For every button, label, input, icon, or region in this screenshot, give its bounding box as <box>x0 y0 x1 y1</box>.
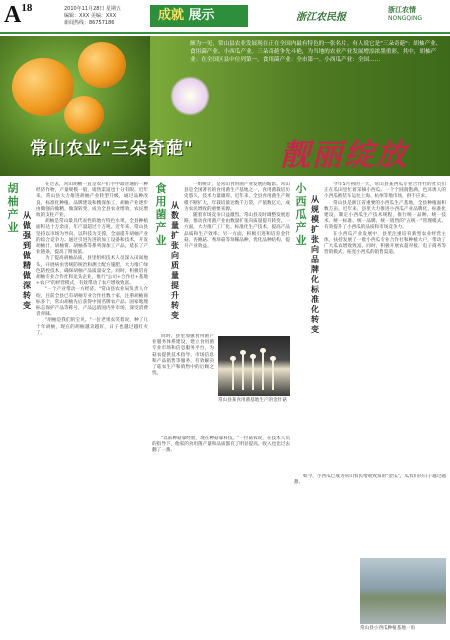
newspaper-logo: 浙江农民报 <box>296 12 346 23</box>
issue-date: 2010年11月28日 星期五 <box>64 6 122 12</box>
edition-label <box>388 6 422 23</box>
decorative-title: 靓丽绽放 <box>280 138 408 173</box>
article-huyou <box>36 182 148 634</box>
section-subtitle-huyou: 从做强到做精做深转变 <box>23 210 31 310</box>
paragraph: 常山县是浙江省重要的小西瓜生产基地，全县种植面积数万亩。近年来，县里大力推进小西瓜产业品牌化、标准化建设，制定小西瓜生产技术规程，推行统一品种、统一技术、统一标准、统一品牌、统一销售的"五统一"管理模式，有效提升了小西瓜的品质和市场竞争力。 <box>324 200 446 231</box>
section-label-mushroom: 食用菌产业 <box>155 182 167 247</box>
section-label-watermelon: 小西瓜产业 <box>295 182 307 247</box>
issue-editors: 编辑：XXX 美编：XXX <box>64 13 117 19</box>
section-label-huyou: 胡柚产业 <box>7 182 19 234</box>
section-subtitle-mushroom: 从数量扩张向质量提升转变 <box>171 200 179 320</box>
paragraph: "胡柚是我们的宝贝。"一位老果农笑着说，种了几十年胡柚，现在的胡柚越卖越好，日子也越过越红火了。 <box>36 318 148 336</box>
mushroom-photo <box>218 336 290 396</box>
banner-flower <box>170 76 210 116</box>
paragraph: 在小西瓜产业发展中，县里注重培育新型农业经营主体，扶持发展了一批小西瓜专业合作社和种植大户，带动了广大瓜农增收致富。同时，积极开展农超对接、电子商务等营销模式，拓宽小西瓜的销售渠道。 <box>324 231 446 256</box>
watermelon-photo <box>360 558 446 624</box>
issue-hotline: 新闻热线：86757186 <box>64 20 115 26</box>
edition-sub: NONGQING <box>388 15 422 22</box>
article-watermelon <box>324 182 446 472</box>
paragraph: "一个产业带动一方经济。"常山县农业局负责人介绍，目前全县已有胡柚专业合作社数十家，注册胡柚商标多个，常山胡柚先后获得中国名牌农产品、国家地理标志保护产品等称号，产品远销国内外市场，深受消费者青睐。 <box>36 287 148 318</box>
paragraph: 在过去，常山胡柚一直是农户们手中最普通的一种经济作物，产量规模一般，销售渠道也十分有限。近年来，常山县大力推进胡柚产业转型升级，通过品种改良、标准化种植、品牌建设和精深加工，胡柚产业逐步由做强向做精、做深转变，成为全县农业增效、农民增收的支柱产业。 <box>36 182 148 219</box>
paragraph: 如今，小西瓜已成为常山农民增收致富的"金瓜"，瓜农们的日子越过越甜。 <box>294 474 446 486</box>
main-headline: 常山农业"三朵奇葩" <box>30 139 194 159</box>
article-mushroom-top <box>184 182 290 332</box>
section-tag-a: 成就 <box>158 8 185 23</box>
article-mushroom-bottom <box>152 436 290 634</box>
paragraph: 一组统计，是常山食用菌产业发展的缩影。常山县是全国著名的食用菌生产基地之一，食用菌栽培历史悠久，技术力量雄厚。近年来，全县食用菌生产规模不断扩大，年栽培量达数千万袋，产值数亿元，成为农民增收的重要来源。 <box>184 182 290 212</box>
article-watermelon-bottom <box>294 474 446 554</box>
banner-deck: 颇为一见，常山县农业发展现在正在全国内最有特色的一张名片。有人说它是"三朵奇葩"：胡柚产业、食用菌产业、小西瓜产业。三朵奇葩争先斗艳，为当地的农业产业发展增添浓墨重彩。其中，胡柚产业：在全国区县中位列第一。食用菌产业：全市第一。小西瓜产业：全国…… <box>190 41 442 64</box>
mushroom-photo-caption: 常山县某食用菌基地生产的金针菇 <box>218 398 287 403</box>
section-tag-b: 展示 <box>188 8 215 23</box>
paragraph: 随着市场竞争日益激烈，常山县及时调整发展思路，推动食用菌产业由数量扩张向质量提升转变。一方面，大力推广工厂化、标准化生产技术，提高产品品质和生产效率；另一方面，积极引进和培育金针菇、杏鲍菇、秀珍菇等珍稀品种，优化品种结构，提升产业效益。 <box>184 213 290 250</box>
paragraph: 为了提高胡柚品质，县里组织技术人员深入田间地头，开展病虫害统防统治和测土配方施肥，大力推广绿色防控技术，确保胡柚产品质量安全。同时，积极培育胡柚专业合作社和龙头企业，推行"公司+合作社+基地+农户"的经营模式，有效带动了农户增收致富。 <box>36 256 148 287</box>
article-watermelon-end <box>294 556 356 636</box>
issue-info <box>64 6 121 27</box>
banner-fruit <box>78 42 126 88</box>
paragraph: "以前种菇靠经验，现在种菇靠科技。"一位菇农说，在技术人员的指导下，他家的食用菌产量和品质都有了明显提高，收入也比过去翻了一番。 <box>152 436 290 454</box>
edition-title: 浙江农情 <box>388 6 416 14</box>
watermelon-photo-caption: 常山县小西瓜种植基地一角 <box>360 626 416 631</box>
banner-fruit <box>64 96 104 134</box>
paragraph: 同时，县里加强食用菌产业服务体系建设，建立食用菌专业市场和信息服务平台，为菇农提供技术指导、市场信息和产品销售等服务，有效解决了菇农生产和销售中的后顾之忧。 <box>152 334 214 377</box>
section-tag <box>150 5 248 27</box>
article-mushroom-side <box>152 334 214 434</box>
paragraph: 今年5月初的一天，常山县某西瓜专业合作社的社员们正在瓜田里忙着采摘小西瓜。一个个圆润饱满、色泽诱人的小西瓜被装车运往上海、杭州等地市场，供不应求。 <box>324 182 446 200</box>
section-subtitle-watermelon: 从规模扩张向品牌化标准化转变 <box>311 194 319 334</box>
page-number: $A^{18}$ <box>4 2 33 28</box>
paragraph: 胡柚是常山最具代表性的地方特色水果，全县种植面积达十万余亩，年产量超过十万吨。近年来，常山县坚持以市场为导向，以科技为支撑，全面提升胡柚产业的综合竞争力。通过引进先进的加工设备和技术，开发胡柚汁、胡柚膏、胡柚茶等系列深加工产品，延长了产业链条，提高了附加值。 <box>36 219 148 256</box>
page-header <box>0 0 450 34</box>
